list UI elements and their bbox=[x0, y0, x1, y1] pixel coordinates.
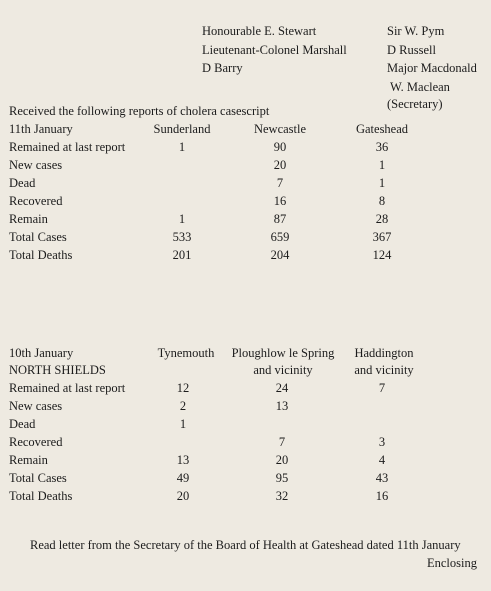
table2-row-label: Total Deaths bbox=[9, 489, 73, 503]
table1-cell: 201 bbox=[172, 248, 192, 262]
table1-cell: 533 bbox=[172, 230, 192, 244]
table2-row-label: Remain bbox=[9, 453, 48, 467]
table2-cell: 20 bbox=[176, 489, 190, 503]
attendee-barry: D Barry bbox=[202, 61, 243, 75]
attendee-secretary-role: (Secretary) bbox=[387, 97, 443, 111]
table2-date: 10th January bbox=[9, 346, 74, 360]
table1-row-label: Total Cases bbox=[9, 230, 67, 244]
table1-cell: 16 bbox=[273, 194, 287, 208]
table2-header-haddington-line2: and vicinity bbox=[354, 363, 414, 377]
table1-cell: 204 bbox=[270, 248, 290, 262]
table1-row-label: New cases bbox=[9, 158, 63, 172]
table2-row-label: Remained at last report bbox=[9, 381, 126, 395]
table2-header-ploughlow-line2: and vicinity bbox=[253, 363, 313, 377]
table1-cell: 1 bbox=[378, 176, 386, 190]
table1-cell: 28 bbox=[375, 212, 389, 226]
table2-cell: 16 bbox=[375, 489, 389, 503]
table2-cell: 12 bbox=[176, 381, 190, 395]
table2-cell: 20 bbox=[275, 453, 289, 467]
table1-cell: 124 bbox=[372, 248, 392, 262]
table1-cell: 36 bbox=[375, 140, 389, 154]
table2-header-haddington: Haddington bbox=[354, 346, 414, 360]
table2-cell: 24 bbox=[275, 381, 289, 395]
attendee-macdonald: Major Macdonald bbox=[387, 61, 477, 75]
table2-cell: 1 bbox=[179, 417, 187, 431]
table1-cell: 87 bbox=[273, 212, 287, 226]
attendee-maclean: W. Maclean bbox=[390, 80, 450, 94]
attendee-stewart: Honourable E. Stewart bbox=[202, 24, 317, 38]
table1-cell: 367 bbox=[372, 230, 392, 244]
table1-cell: 1 bbox=[378, 158, 386, 172]
attendee-russell: D Russell bbox=[387, 43, 436, 57]
table2-cell: 95 bbox=[275, 471, 289, 485]
table2-subtitle: NORTH SHIELDS bbox=[9, 363, 106, 377]
table1-cell: 7 bbox=[276, 176, 284, 190]
table2-cell: 2 bbox=[179, 399, 187, 413]
table1-header-sunderland: Sunderland bbox=[153, 122, 211, 136]
table1-cell: 8 bbox=[378, 194, 386, 208]
table2-cell: 7 bbox=[278, 435, 286, 449]
table2-header-ploughlow: Ploughlow le Spring bbox=[231, 346, 335, 360]
table1-row-label: Dead bbox=[9, 176, 36, 190]
table1-row-label: Remained at last report bbox=[9, 140, 126, 154]
table2-cell: 3 bbox=[378, 435, 386, 449]
table2-cell: 49 bbox=[176, 471, 190, 485]
table1-cell: 20 bbox=[273, 158, 287, 172]
table1-cell: 90 bbox=[273, 140, 287, 154]
table2-cell: 43 bbox=[375, 471, 389, 485]
footer-enclosing: Enclosing bbox=[427, 556, 477, 570]
table1-row-label: Recovered bbox=[9, 194, 63, 208]
table1-cell: 1 bbox=[178, 140, 186, 154]
table1-row-label: Remain bbox=[9, 212, 48, 226]
attendee-pym: Sir W. Pym bbox=[387, 24, 445, 38]
table1-date: 11th January bbox=[9, 122, 73, 136]
table2-row-label: Total Cases bbox=[9, 471, 67, 485]
table2-row-label: Dead bbox=[9, 417, 36, 431]
table2-header-tynemouth: Tynemouth bbox=[157, 346, 215, 360]
table1-cell: 1 bbox=[178, 212, 186, 226]
table2-cell: 32 bbox=[275, 489, 289, 503]
table1-cell: 659 bbox=[270, 230, 290, 244]
table2-cell: 7 bbox=[378, 381, 386, 395]
footer-letter-line: Read letter from the Secretary of the Board of Health at Gateshead dated 11th January bbox=[30, 538, 461, 552]
table1-row-label: Total Deaths bbox=[9, 248, 73, 262]
table2-row-label: Recovered bbox=[9, 435, 63, 449]
table2-row-label: New cases bbox=[9, 399, 63, 413]
attendee-marshall: Lieutenant-Colonel Marshall bbox=[202, 43, 347, 57]
table2-cell: 13 bbox=[176, 453, 190, 467]
table1-header-newcastle: Newcastle bbox=[253, 122, 307, 136]
table1-header-gateshead: Gateshead bbox=[355, 122, 409, 136]
table2-cell: 4 bbox=[378, 453, 386, 467]
intro-text: Received the following reports of cholera casescript bbox=[9, 104, 270, 118]
table2-cell: 13 bbox=[275, 399, 289, 413]
